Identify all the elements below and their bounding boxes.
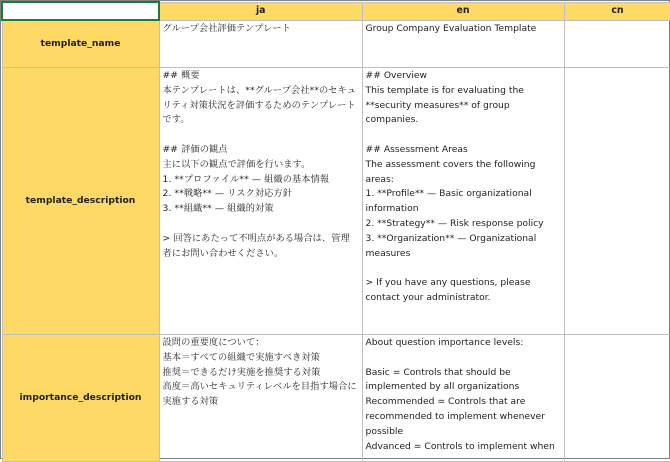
row-key-cell[interactable]: importance_description <box>2 335 159 462</box>
spreadsheet-grid <box>1 1 670 462</box>
cell-cn[interactable] <box>564 335 670 462</box>
cell-text: ## 概要 本テンプレートは、**グループ会社**のセキュリティ対策状況を評価するためのテンプレートです。 ## 評価の観点 主に以下の観点で評価を行います。 1. **プロファイル** — 組織の基本情報 2. **戦略** — リスク対応方針 3. **組織** — 組織的対策 > 回答にあたって不明点がある場合は、管理者にお問い合わせください。 <box>160 68 362 261</box>
cell-ja[interactable] <box>159 68 362 335</box>
cell-text: 設問の重要度について： 基本＝すべての組織で実施すべき対策 推奨＝できるだけ実施を推奨する対策 高度＝高いセキュリティレベルを目指す場合に実施する対策 <box>160 335 362 410</box>
row-key-cell[interactable]: template_name <box>2 20 159 68</box>
cell-ja[interactable] <box>159 20 362 68</box>
cell-cn[interactable] <box>564 20 670 68</box>
table-row <box>2 68 670 335</box>
cell-text <box>565 335 670 336</box>
cell-text: グループ会社評価テンプレート <box>160 21 362 37</box>
row-key-cell[interactable]: template_description <box>2 68 159 335</box>
cell-en[interactable] <box>362 335 564 462</box>
cell-cn[interactable] <box>564 68 670 335</box>
column-header-ja[interactable]: ja <box>159 2 362 20</box>
header-row <box>2 2 670 20</box>
table-row <box>2 335 670 462</box>
cell-en[interactable] <box>362 20 564 68</box>
column-header-cn[interactable]: cn <box>564 2 670 20</box>
cell-text: ## Overview This template is for evaluating the **security measures** of group companies. ## Assessment Areas The assessment covers the following areas: 1. **Profile** — Basic organizational information 2. **Strategy** — Risk response policy 3. **Organization** — Organizational measures > If you have any questions, please contact your administrator. <box>363 68 564 306</box>
cell-ja[interactable] <box>159 335 362 462</box>
cell-text: Group Company Evaluation Template <box>363 21 564 37</box>
cell-text: About question importance levels: Basic = Controls that should be implemented by all organizations Recommended = Controls that are recommended to implement whenever possible Advanced = Controls to implement when <box>363 335 564 454</box>
cell-text <box>565 68 670 69</box>
table-row <box>2 20 670 68</box>
selected-cell[interactable] <box>2 2 159 20</box>
cell-text <box>565 21 670 22</box>
cell-en[interactable] <box>362 68 564 335</box>
column-header-en[interactable]: en <box>362 2 564 20</box>
